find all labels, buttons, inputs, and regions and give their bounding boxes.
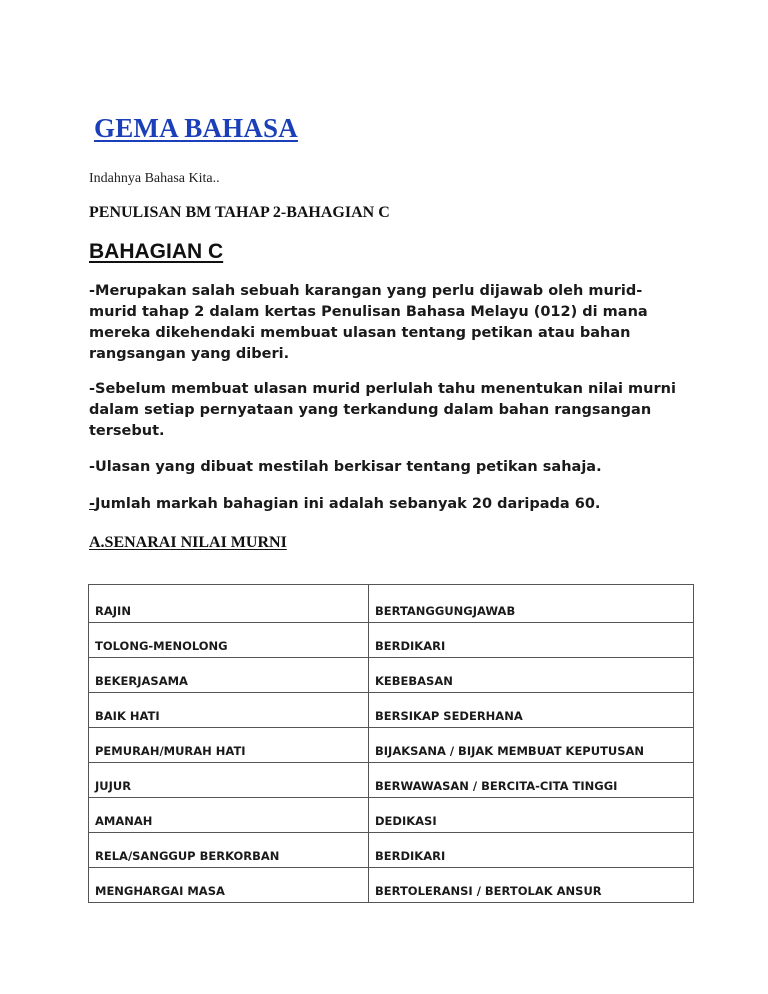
table-row <box>89 693 694 728</box>
table-cell-value-left: PEMURAH/MURAH HATI <box>89 728 369 763</box>
post-title: PENULISAN BM TAHAP 2-BAHAGIAN C <box>89 204 390 221</box>
table-row <box>89 658 694 693</box>
table-cell-value-right: BERDIKARI <box>369 833 694 868</box>
table-cell-value-right: BERDIKARI <box>369 623 694 658</box>
table-cell-value-left: BAIK HATI <box>89 693 369 728</box>
paragraph-marks <box>89 494 689 515</box>
table-row <box>89 728 694 763</box>
paragraph-marks-dash: - <box>89 496 96 512</box>
table-cell-value-left: MENGHARGAI MASA <box>89 868 369 903</box>
values-list-heading: A.SENARAI NILAI MURNI <box>89 534 287 551</box>
table-cell-value-left: BEKERJASAMA <box>89 658 369 693</box>
blog-title-link[interactable]: GEMA BAHASA <box>94 113 298 143</box>
table-cell-value-left: TOLONG-MENOLONG <box>89 623 369 658</box>
values-table <box>88 584 694 903</box>
section-heading: BAHAGIAN C <box>89 240 224 263</box>
table-cell-value-right: KEBEBASAN <box>369 658 694 693</box>
table-row <box>89 585 694 623</box>
table-cell-value-right: BERWAWASAN / BERCITA-CITA TINGGI <box>369 763 694 798</box>
table-cell-value-left: AMANAH <box>89 798 369 833</box>
table-row <box>89 623 694 658</box>
paragraph-instruction: -Sebelum membuat ulasan murid perlulah tahu menentukan nilai murni dalam setiap pernyataan yang terkandung dalam bahan rangsangan tersebut. <box>89 381 676 439</box>
table-row <box>89 763 694 798</box>
table-cell-value-right: BERTOLERANSI / BERTOLAK ANSUR <box>369 868 694 903</box>
table-cell-value-left: RAJIN <box>89 585 369 623</box>
table-row <box>89 868 694 903</box>
paragraph-marks-text: Jumlah markah bahagian ini adalah sebanyak 20 daripada 60. <box>95 496 601 512</box>
table-cell-value-left: RELA/SANGGUP BERKORBAN <box>89 833 369 868</box>
values-table-body <box>89 585 694 903</box>
table-cell-value-right: BIJAKSANA / BIJAK MEMBUAT KEPUTUSAN <box>369 728 694 763</box>
table-row <box>89 798 694 833</box>
paragraph-description: -Merupakan salah sebuah karangan yang perlu dijawab oleh murid-murid tahap 2 dalam kertas Penulisan Bahasa Melayu (012) di mana mereka dikehendaki membuat ulasan tentang petikan atau bahan rangsangan yang diberi. <box>89 283 648 362</box>
table-row <box>89 833 694 868</box>
table-cell-value-right: BERSIKAP SEDERHANA <box>369 693 694 728</box>
table-cell-value-right: BERTANGGUNGJAWAB <box>369 585 694 623</box>
table-cell-value-right: DEDIKASI <box>369 798 694 833</box>
paragraph-scope: -Ulasan yang dibuat mestilah berkisar tentang petikan sahaja. <box>89 459 602 475</box>
blog-tagline: Indahnya Bahasa Kita.. <box>89 171 220 186</box>
table-cell-value-left: JUJUR <box>89 763 369 798</box>
